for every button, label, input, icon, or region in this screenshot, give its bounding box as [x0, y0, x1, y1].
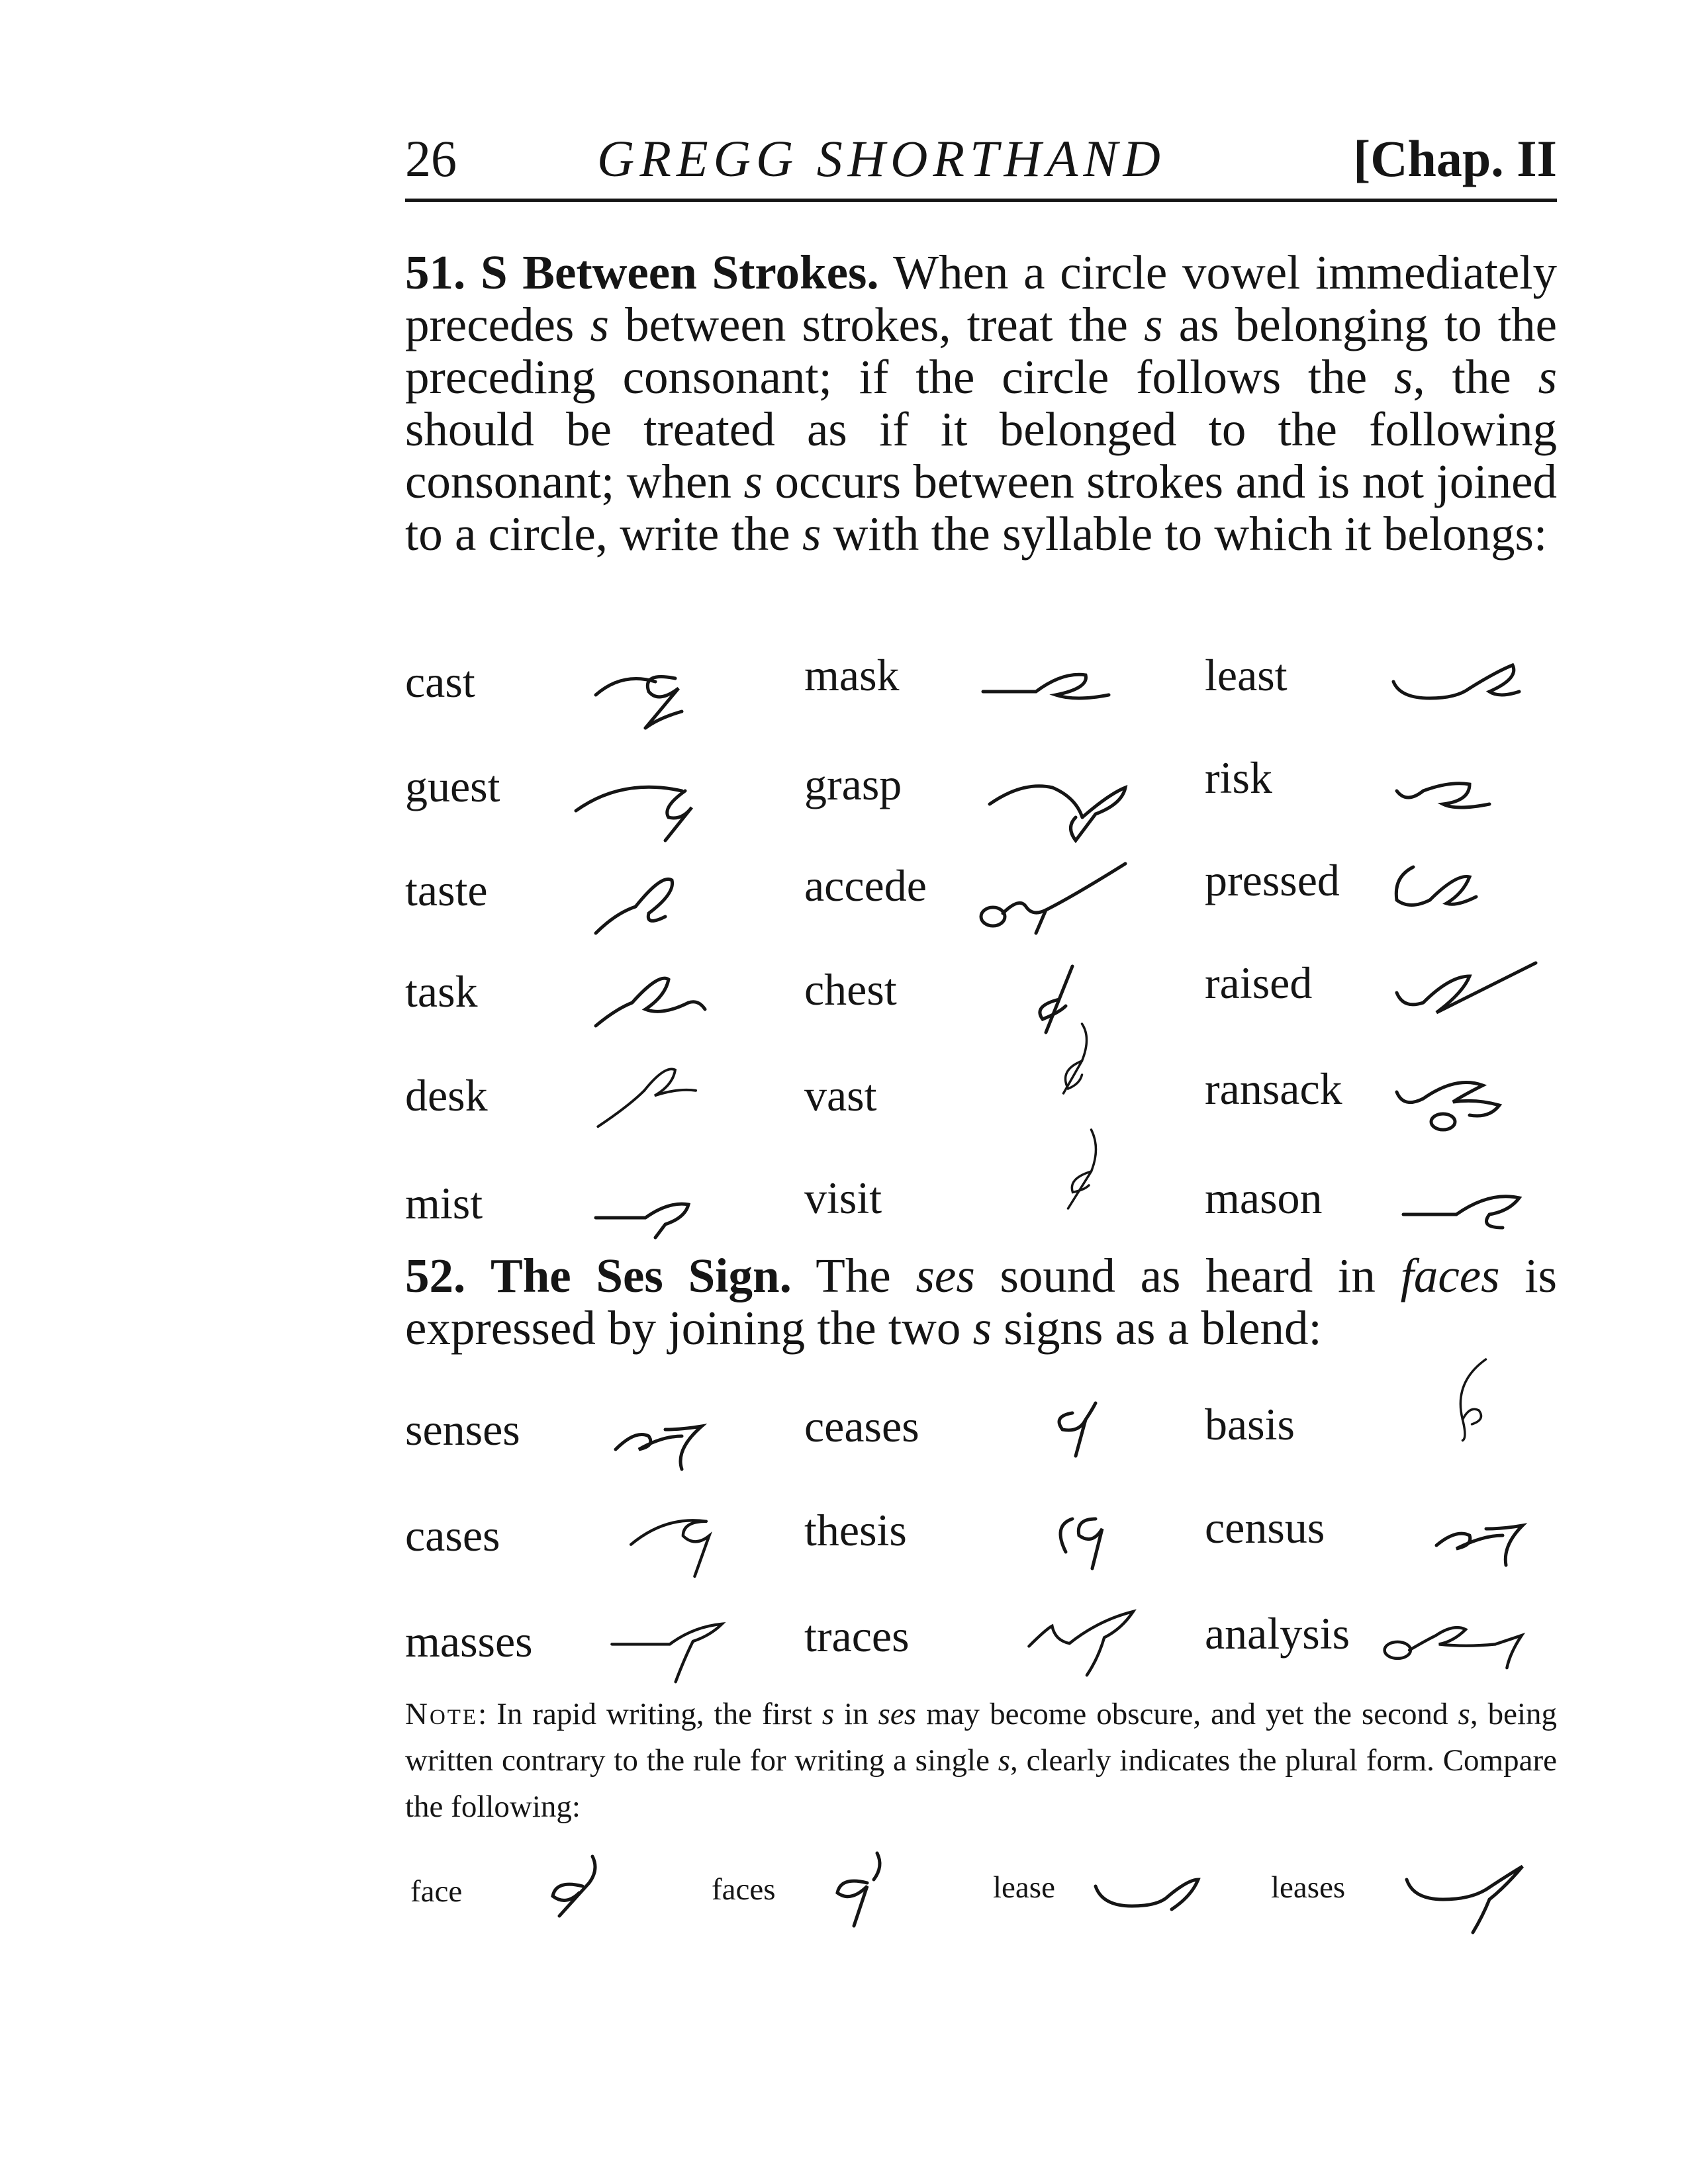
text-run: as belonging to the preceding consonant; if the circle follows the — [405, 298, 1558, 404]
section-52-paragraph — [405, 1250, 1557, 1354]
running-title: GREGG SHORTHAND — [597, 130, 1166, 187]
shorthand-analysis — [1377, 1595, 1542, 1688]
shorthand-grasp — [976, 754, 1142, 847]
word-basis: basis — [1205, 1399, 1295, 1449]
word-risk: risk — [1205, 752, 1272, 803]
shorthand-traces — [1013, 1588, 1178, 1681]
text-run: sound as heard in — [1000, 1249, 1376, 1302]
italic-s: s — [1458, 1697, 1470, 1731]
shorthand-census — [1423, 1492, 1589, 1585]
text-run: may become obscure, and yet the second — [926, 1697, 1448, 1731]
note-colon: : — [478, 1697, 487, 1731]
shorthand-mask — [976, 645, 1142, 738]
text-run: should be treated as if it belonged to the following consonant; when — [405, 402, 1557, 508]
word-leases: leases — [1271, 1870, 1346, 1905]
text-run: in — [844, 1697, 868, 1731]
section-52-heading: The Ses Sign. — [491, 1249, 792, 1302]
section-52-number: 52. — [405, 1249, 466, 1302]
page-number: 26 — [405, 130, 457, 187]
text-run: , the — [1413, 350, 1511, 404]
shorthand-senses — [602, 1390, 768, 1482]
shorthand-desk — [569, 1039, 735, 1132]
shorthand-basis — [1410, 1350, 1575, 1443]
word-chest: chest — [804, 964, 897, 1015]
word-guest: guest — [405, 761, 500, 811]
italic-s: s — [743, 455, 763, 508]
text-run: , being written contrary to the rule for writing a single — [405, 1697, 1558, 1778]
word-mason: mason — [1205, 1173, 1323, 1223]
text-run: is expressed by joining the two — [405, 1249, 1558, 1355]
word-desk: desk — [405, 1070, 488, 1120]
italic-s: s — [1538, 350, 1558, 404]
word-traces: traces — [804, 1611, 910, 1661]
text-run: , clearly indicates the plural form. Compare the following: — [405, 1743, 1557, 1824]
section-51-paragraph — [405, 246, 1557, 560]
text-run: between strokes, treat the — [625, 298, 1128, 351]
italic-s: s — [972, 1301, 992, 1355]
italic-faces: faces — [1400, 1249, 1500, 1302]
shorthand-mason — [1397, 1165, 1562, 1257]
shorthand-task — [583, 953, 748, 1046]
italic-s: s — [998, 1743, 1011, 1778]
word-census: census — [1205, 1502, 1325, 1553]
italic-ses: ses — [915, 1249, 975, 1302]
chapter-label: [Chap. II — [1353, 130, 1557, 187]
italic-s: s — [1144, 298, 1163, 351]
section-51-heading: S Between Strokes. — [480, 246, 879, 299]
word-mist: mist — [405, 1178, 483, 1228]
word-senses: senses — [405, 1404, 520, 1455]
italic-s: s — [1394, 350, 1413, 404]
section-51-number: 51. — [405, 246, 466, 299]
word-ceases: ceases — [804, 1401, 919, 1451]
shorthand-faces — [804, 1843, 970, 1936]
header-rule — [405, 199, 1557, 202]
shorthand-ceases — [1033, 1383, 1198, 1476]
word-task: task — [405, 966, 478, 1017]
word-faces: faces — [712, 1872, 776, 1907]
word-cases: cases — [405, 1510, 500, 1561]
word-raised: raised — [1205, 958, 1313, 1008]
word-pressed: pressed — [1205, 855, 1340, 905]
text-run: with the syllable to which it belongs: — [833, 507, 1548, 561]
italic-s: s — [821, 1697, 835, 1731]
word-face: face — [410, 1874, 463, 1909]
word-visit: visit — [804, 1173, 882, 1223]
shorthand-least — [1383, 645, 1549, 738]
shorthand-guest — [563, 754, 728, 847]
running-header — [405, 126, 1557, 192]
shorthand-visit — [1006, 1125, 1172, 1218]
word-taste: taste — [405, 865, 488, 915]
word-analysis: analysis — [1205, 1608, 1350, 1659]
shorthand-vast — [1006, 1019, 1172, 1112]
word-least: least — [1205, 650, 1288, 700]
note-paragraph — [405, 1691, 1557, 1830]
italic-s: s — [590, 298, 609, 351]
shorthand-masses — [596, 1595, 761, 1688]
shorthand-lease — [1086, 1853, 1251, 1946]
word-grasp: grasp — [804, 759, 902, 809]
word-lease: lease — [993, 1870, 1055, 1905]
word-vast: vast — [804, 1070, 877, 1120]
shorthand-ransack — [1383, 1056, 1549, 1148]
text-run: occurs between strokes and is not joined to a circle, write the — [405, 455, 1558, 561]
shorthand-risk — [1383, 754, 1549, 847]
shorthand-accede — [973, 850, 1139, 943]
shorthand-cases — [609, 1492, 774, 1585]
word-cast: cast — [405, 657, 475, 707]
word-masses: masses — [405, 1616, 533, 1666]
shorthand-raised — [1383, 950, 1549, 1042]
shorthand-thesis — [1033, 1492, 1198, 1585]
text-run: When a circle vowel immediately precedes — [405, 246, 1558, 351]
shorthand-face — [523, 1846, 688, 1939]
word-ransack: ransack — [1205, 1064, 1342, 1114]
text-run: In rapid writing, the first — [496, 1697, 812, 1731]
text-run: The — [816, 1249, 891, 1302]
shorthand-taste — [583, 854, 748, 946]
italic-s: s — [802, 507, 821, 561]
word-accede: accede — [804, 860, 927, 911]
shorthand-pressed — [1383, 847, 1549, 940]
italic-ses: ses — [878, 1697, 917, 1731]
text-run: signs as a blend: — [1004, 1301, 1322, 1355]
word-mask: mask — [804, 650, 900, 700]
shorthand-leases — [1397, 1850, 1562, 1942]
note-label: Note — [405, 1697, 479, 1731]
shorthand-cast — [583, 652, 748, 745]
word-thesis: thesis — [804, 1505, 907, 1555]
